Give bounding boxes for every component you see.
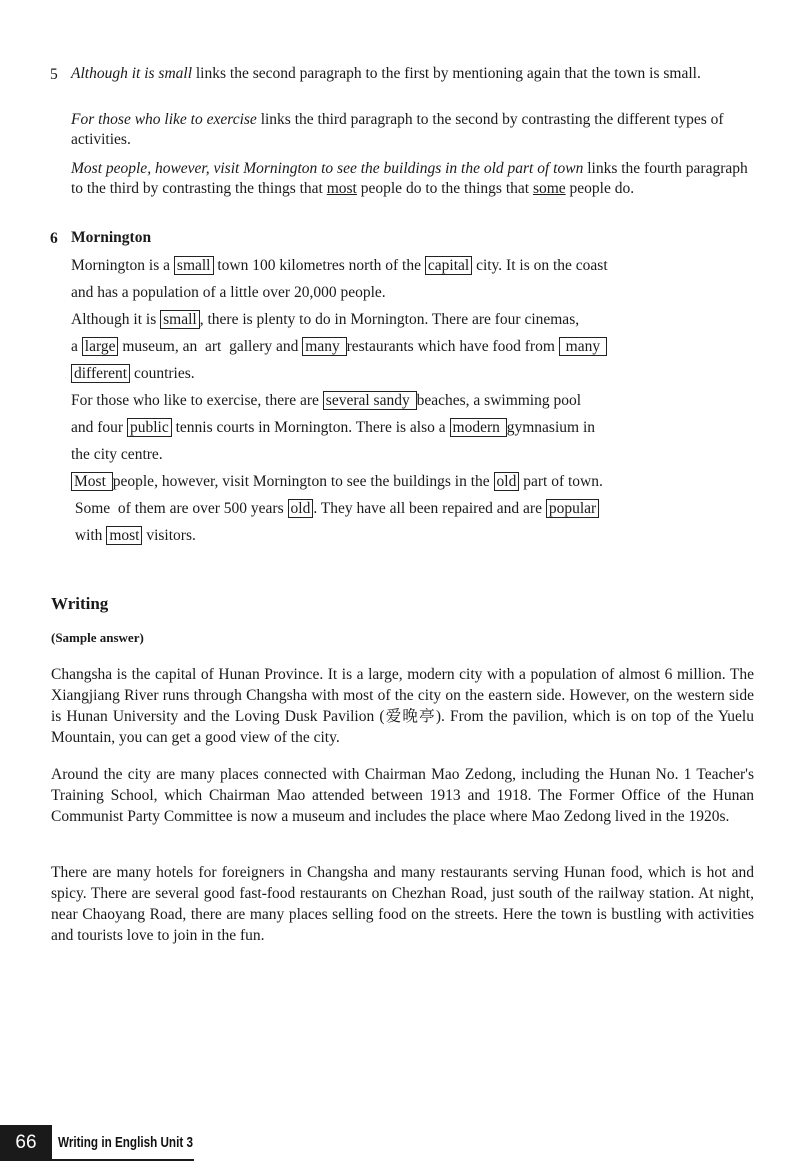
item-5-quote-3: Most people, however, visit Mornington to see the buildings in the old part of town [71,160,584,177]
footer-title: Writing in English Unit 3 [58,1134,193,1151]
boxed-answer: capital [425,256,472,275]
mornington-line [71,526,196,546]
line-text: restaurants which have food from [346,338,559,355]
boxed-answer: public [127,418,172,437]
line-text: tennis courts in Mornington. There is also a [171,419,450,436]
boxed-answer: old [288,499,314,518]
page-number: 66 [0,1125,52,1161]
mornington-line [71,418,595,438]
item-5-paragraph-2 [71,110,753,150]
line-text: town 100 kilometres north of the [213,257,425,274]
mornington-line [71,391,581,411]
writing-paragraph-2: Around the city are many places connected with Chairman Mao Zedong, including the Hunan No. 1 Teacher's Training School, which Chairman Mao attended between 1913 and 1918. The Former Office of the Hunan Communist Party Committee is now a museum and includes the place where Mao Zedong lived in the 1920s. [51,766,754,825]
item-5-text-3b: people do to the things that [356,180,533,197]
item-5-quote-2: For those who like to exercise [71,111,257,128]
underlined-word-some: some [532,180,566,197]
line-text: with [71,527,107,544]
line-text: Mornington is a [71,257,174,274]
mornington-line [71,337,607,357]
boxed-answer: many [559,337,607,356]
boxed-answer: different [71,364,130,383]
mornington-line [71,445,163,465]
boxed-answer: Most [71,472,113,491]
item-5-text-3c: people do. [565,180,635,197]
item-5-paragraph-3 [71,159,753,199]
line-text: people, however, visit Mornington to see the buildings in the [112,473,494,490]
writing-paragraph-3: There are many hotels for foreigners in Changsha and many restaurants serving Hunan food, which is hot and spicy. There are several good fast-food restaurants on Chezhan Road, just south of the railway station. At night, near Chaoyang Road, there are many places selling food on the streets. Here the town is bustling with activities and tourists love to join in the fun. [51,864,754,944]
line-text: beaches, a swimming pool [416,392,582,409]
boxed-answer: most [106,526,142,545]
line-text: gymnasium in [506,419,596,436]
boxed-answer: small [160,310,200,329]
item-6-title: Mornington [71,229,152,246]
line-text: , there is plenty to do in Mornington. There are four cinemas, [199,311,580,328]
line-text: . They have all been repaired and are [313,500,546,517]
item-5-paragraph-1 [71,64,753,84]
sample-answer-label: (Sample answer) [51,630,144,645]
line-text: city. It is on the coast [472,257,608,274]
item-5-text-3a: links the fourth paragraph to the third by contrasting the things that [71,160,748,197]
boxed-answer: many [302,337,346,356]
line-text: countries. [130,365,195,382]
item-5-quote-1: Although it is small [71,65,192,82]
line-text: museum, an art gallery and [118,338,303,355]
boxed-answer: large [82,337,119,356]
mornington-line [71,364,195,384]
boxed-answer: several sandy [323,391,417,410]
item-6-number: 6 [50,230,58,247]
item-5-number: 5 [50,66,58,83]
boxed-answer: old [494,472,520,491]
item-5-text-1: links the second paragraph to the first by mentioning again that the town is small. [192,65,701,82]
line-text: visitors. [142,527,196,544]
boxed-answer: modern [450,418,507,437]
line-text: Some of them are over 500 years [71,500,288,517]
underlined-word-most: most [326,180,357,197]
mornington-line [71,499,599,519]
line-text: For those who like to exercise, there are [71,392,323,409]
page-footer [0,1125,194,1161]
writing-heading: Writing [51,594,109,613]
line-text: the city centre. [71,446,163,463]
line-text: and has a population of a little over 20,000 people. [71,284,386,301]
line-text: Although it is [71,311,161,328]
mornington-line [71,283,386,303]
mornington-line [71,310,579,330]
line-text: part of town. [519,473,603,490]
mornington-line [71,256,608,276]
boxed-answer: small [174,256,214,275]
boxed-answer: popular [546,499,599,518]
line-text: a [71,338,82,355]
footer-rule [52,1159,194,1161]
line-text: and four [71,419,127,436]
mornington-line [71,472,603,492]
writing-paragraph-1: Changsha is the capital of Hunan Province. It is a large, modern city with a population of almost 6 million. The Xiangjiang River runs through Changsha with most of the city on the eastern side. However, on the western side is Hunan University and the Loving Dusk Pavilion (爱晚亭). From the pavilion, which is on top of the Yuelu Mountain, you can get a good view of the city. [51,666,754,746]
item-5-text-2: links the third paragraph to the second by contrasting the different types of activities. [71,111,724,148]
